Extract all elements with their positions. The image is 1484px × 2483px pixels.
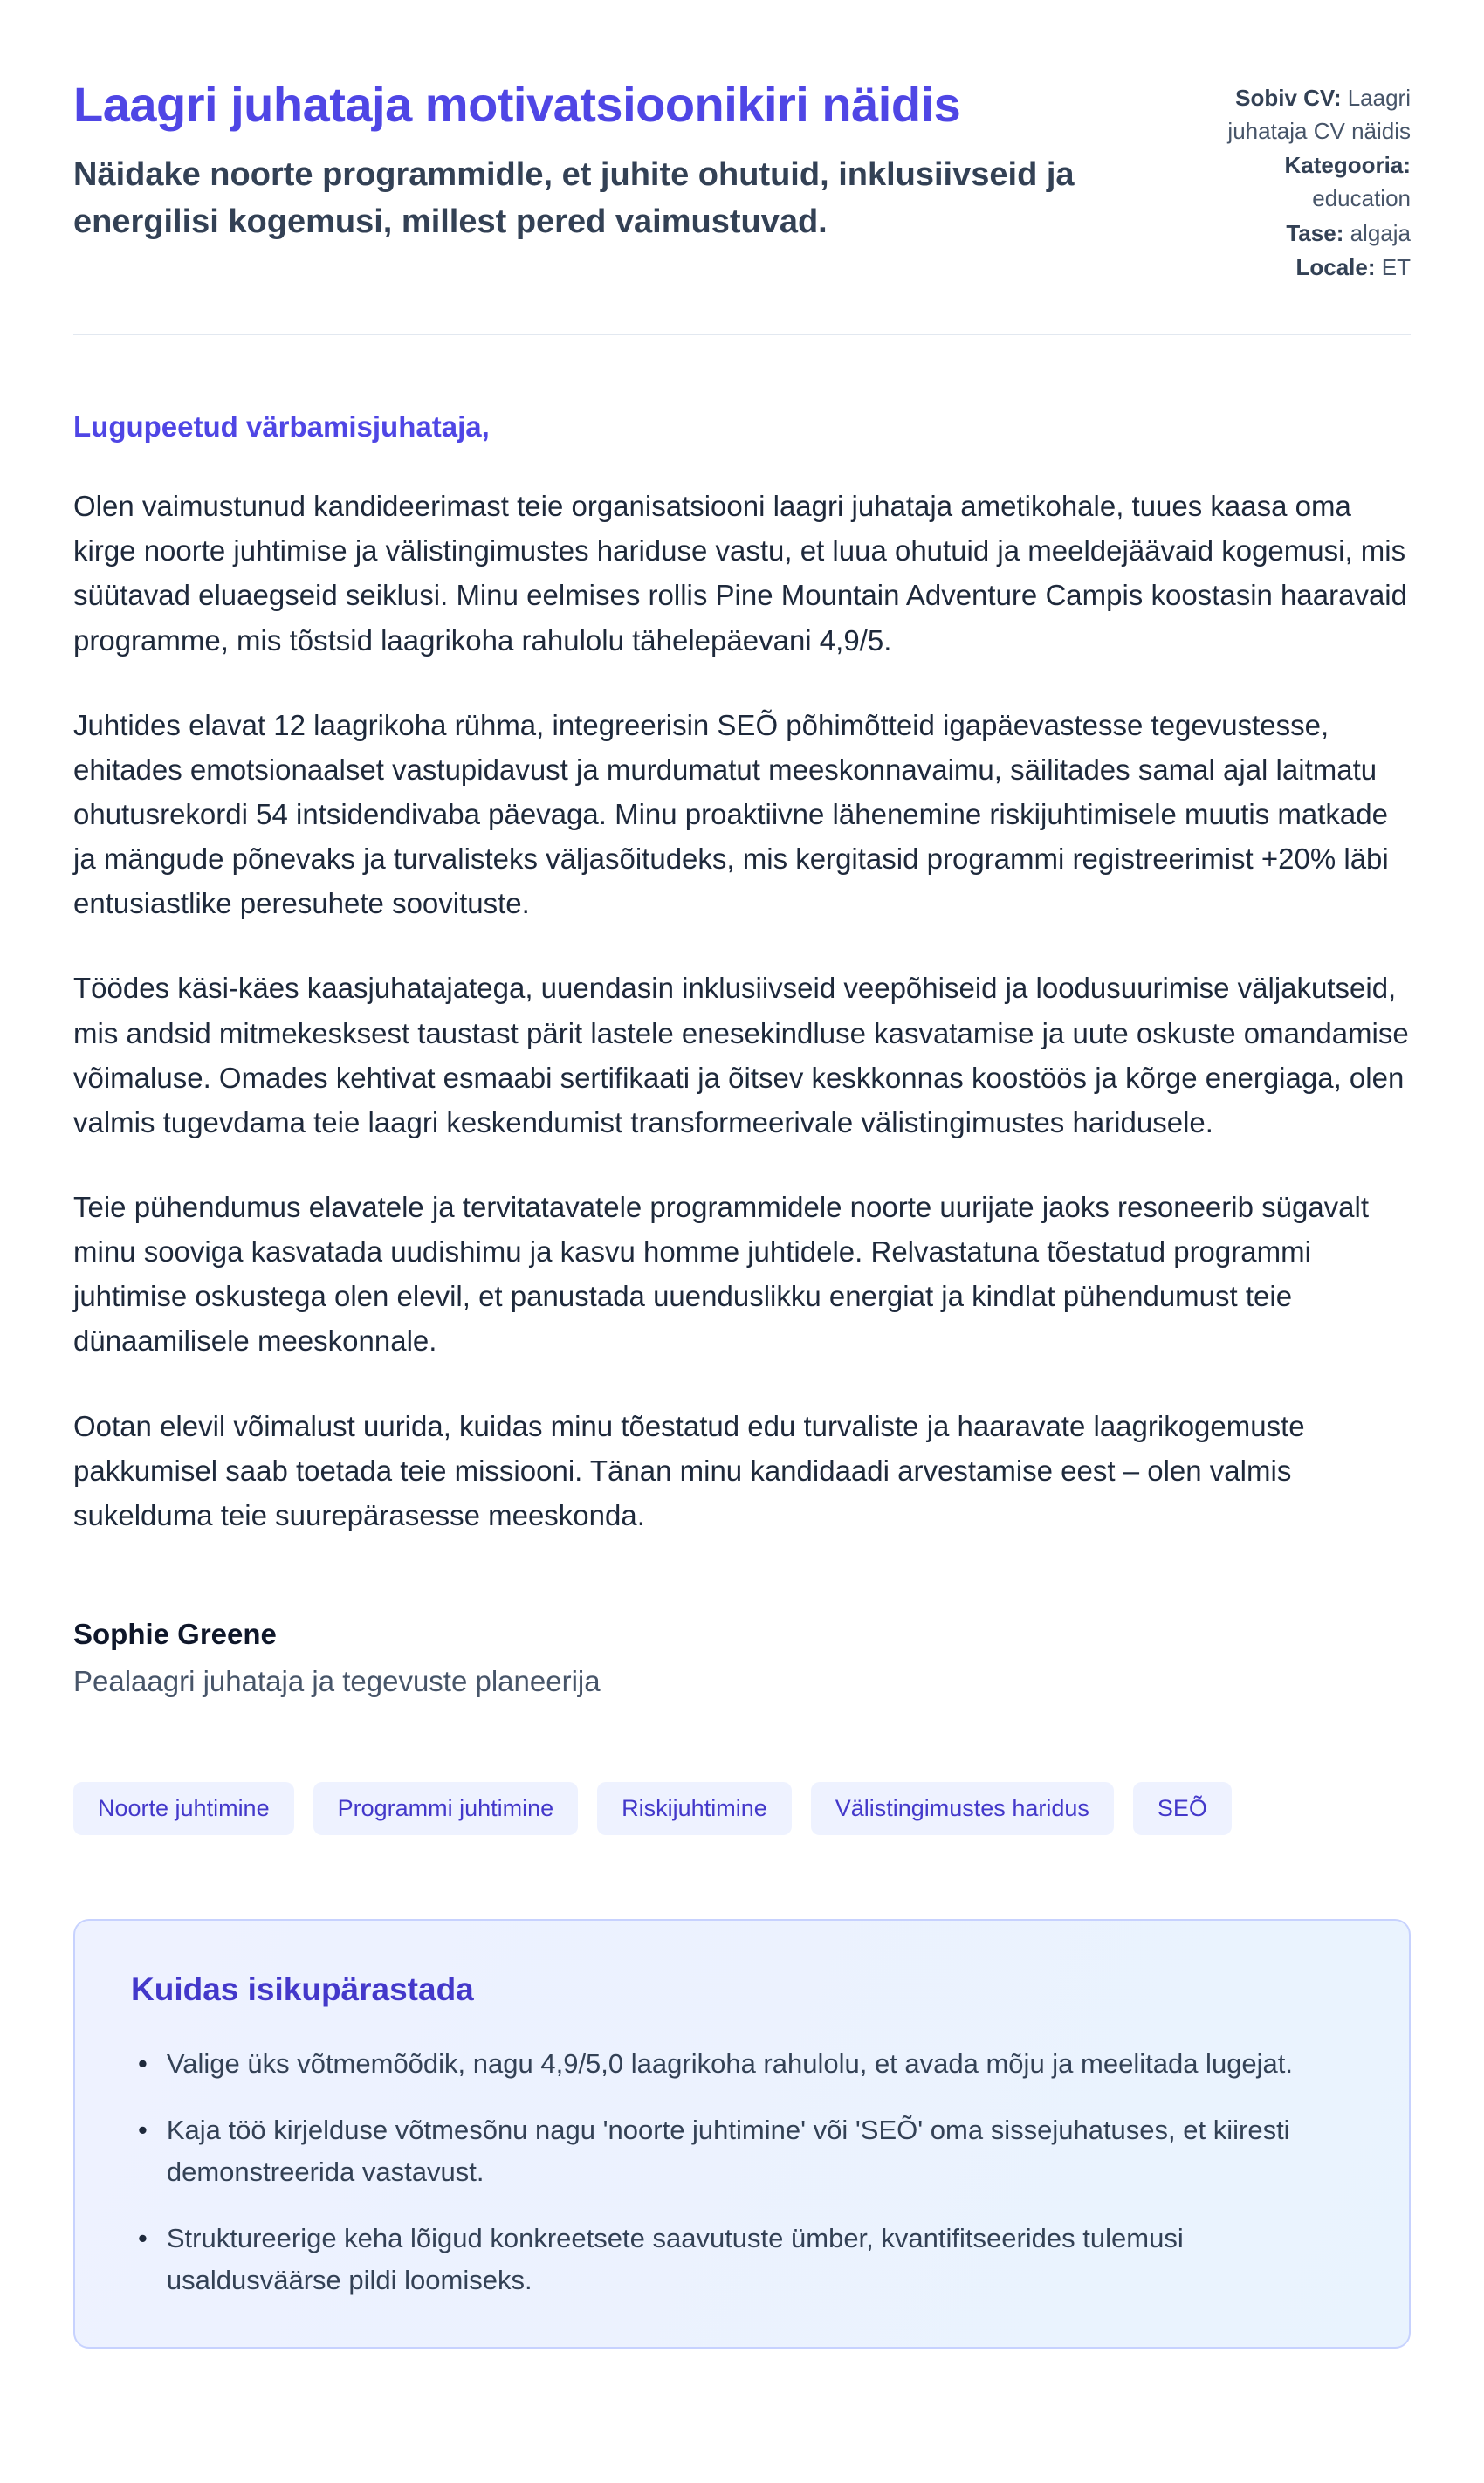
signature-name: Sophie Greene [73, 1617, 277, 1650]
tips-title: Kuidas isikupärastada [131, 1971, 474, 2007]
page-subtitle: Näidake noorte programmidle, et juhite ohutuid, inklusiivseid ja energilisi kogemusi, millest pered vaimustuvad. [73, 156, 1075, 240]
meta-item-locale [1184, 251, 1411, 285]
letter-paragraph: Juhtides elavat 12 laagrikoha rühma, integreerisin SEÕ põhimõtteid igapäevastesse tegevustesse, ehitades emotsionaalset vastupidavust ja murdumatut meeskonnavaimu, säilitades samal ajal laitmatu ohutusrekordi 54 intsidendivaba päevaga. Minu proaktiivne lähenemine riskijuhtimisele muutis matkade ja mängude põnevaks ja turvalisteks väljasõitudeks, mis kergitasid programmi registreerimist +20% läbi entusiastlike peresuhete soovituste. [73, 708, 1389, 920]
tip-item [131, 2109, 1353, 2193]
tag-chip-program-management[interactable]: Programmi juhtimine [313, 1782, 579, 1835]
meta-value: ET [1381, 254, 1411, 281]
header-divider [73, 334, 1411, 335]
letter-paragraph: Töödes käsi-käes kaasjuhatajatega, uuendasin inklusiivseid veepõhiseid ja loodusuurimise väljakutseid, mis andsid mitmekesksest taustast pärit lastele enesekindluse kasvatamise ja uute oskuste omandamise võimaluse. Omades kehtivat esmaabi sertifikaati ja õitsev keskkonnas koostöös ja kõrge energiaga, olen valmis tugevdama teie laagri keskendumist transformeerivale välistingimustes haridusele. [73, 972, 1409, 1138]
tips-card [73, 1919, 1411, 2349]
tag-chip-risk-management[interactable]: Riskijuhtimine [597, 1782, 792, 1835]
bullet-icon: • [138, 2047, 148, 2079]
tip-text: Struktureerige keha lõigud konkreetsete saavutuste ümber, kvantifitseerides tulemusi usaldusväärse pildi loomiseks. [166, 2223, 1184, 2296]
meta-item-level [1184, 217, 1411, 251]
header [73, 77, 1411, 286]
tag-chip-seo[interactable]: SEÕ [1133, 1782, 1232, 1835]
letter-paragraph: Olen vaimustunud kandideerimast teie organisatsiooni laagri juhataja ametikohale, tuues kaasa oma kirge noorte juhtimise ja välistingimustes hariduse vastu, et luua ohutuid ja meeldejäävaid kogemusi, mis süütavad eluaegseid seiklusi. Minu eelmises rollis Pine Mountain Adventure Campis koostasin haaravaid programme, mis tõstsid laagrikoha rahulolu tähelepäevani 4,9/5. [73, 490, 1407, 657]
tag-list [73, 1782, 1411, 1835]
bullet-icon: • [138, 2223, 148, 2254]
meta-item-category [1184, 149, 1411, 215]
header-title-block [73, 77, 1149, 245]
meta-label: Tase: [1286, 219, 1344, 246]
letter-paragraph: Ootan elevil võimalust uurida, kuidas minu tõestatud edu turvaliste ja haaravate laagrikogemuste pakkumisel saab toetada teie missiooni. Tänan minu kandidaadi arvestamise eest – olen valmis sukelduma teie suurepärasesse meeskonda. [73, 1409, 1305, 1531]
meta-label: Locale: [1295, 254, 1376, 281]
meta-panel [1184, 77, 1411, 286]
page-title: Laagri juhataja motivatsioonikiri näidis [73, 77, 961, 132]
tip-item [131, 2218, 1353, 2301]
letter-paragraph: Teie pühendumus elavatele ja tervitatavatele programmidele noorte uurijate jaoks resoneerib sügavalt minu sooviga kasvatada uudishimu ja kasvu homme juhtidele. Relvastatuna tõestatud programmi juhtimise oskustega olen elevil, et panustada uuenduslikku energiat ja kindlat pühendumust teie dünaamilisele meeskonnale. [73, 1190, 1370, 1358]
meta-value: education [1312, 185, 1411, 212]
meta-value: algaja [1350, 219, 1411, 246]
letter-body [73, 410, 1411, 1698]
meta-item-matching-cv [1184, 82, 1411, 148]
tip-text: Kaja töö kirjelduse võtmesõnu nagu 'noorte juhtimine' või 'SEÕ' oma sissejuhatuses, et kiiresti demonstreerida vastavust. [166, 2114, 1290, 2188]
tag-chip-outdoor-education[interactable]: Välistingimustes haridus [811, 1782, 1114, 1835]
bullet-icon: • [138, 2114, 148, 2145]
signature-title: Pealaagri juhataja ja tegevuste planeerija [73, 1664, 601, 1697]
meta-label: Sobiv CV: [1235, 85, 1342, 111]
tips-list [131, 2043, 1353, 2301]
letter-greeting: Lugupeetud värbamisjuhataja, [73, 410, 490, 444]
meta-value: Laagri juhataja CV näidis [1227, 85, 1411, 144]
tip-text: Valige üks võtmemõõdik, nagu 4,9/5,0 laagrikoha rahulolu, et avada mõju ja meelitada lugejat. [166, 2047, 1294, 2079]
tag-chip-youth-leadership[interactable]: Noorte juhtimine [73, 1782, 294, 1835]
tip-item [131, 2043, 1353, 2085]
meta-label: Kategooria: [1284, 152, 1411, 179]
